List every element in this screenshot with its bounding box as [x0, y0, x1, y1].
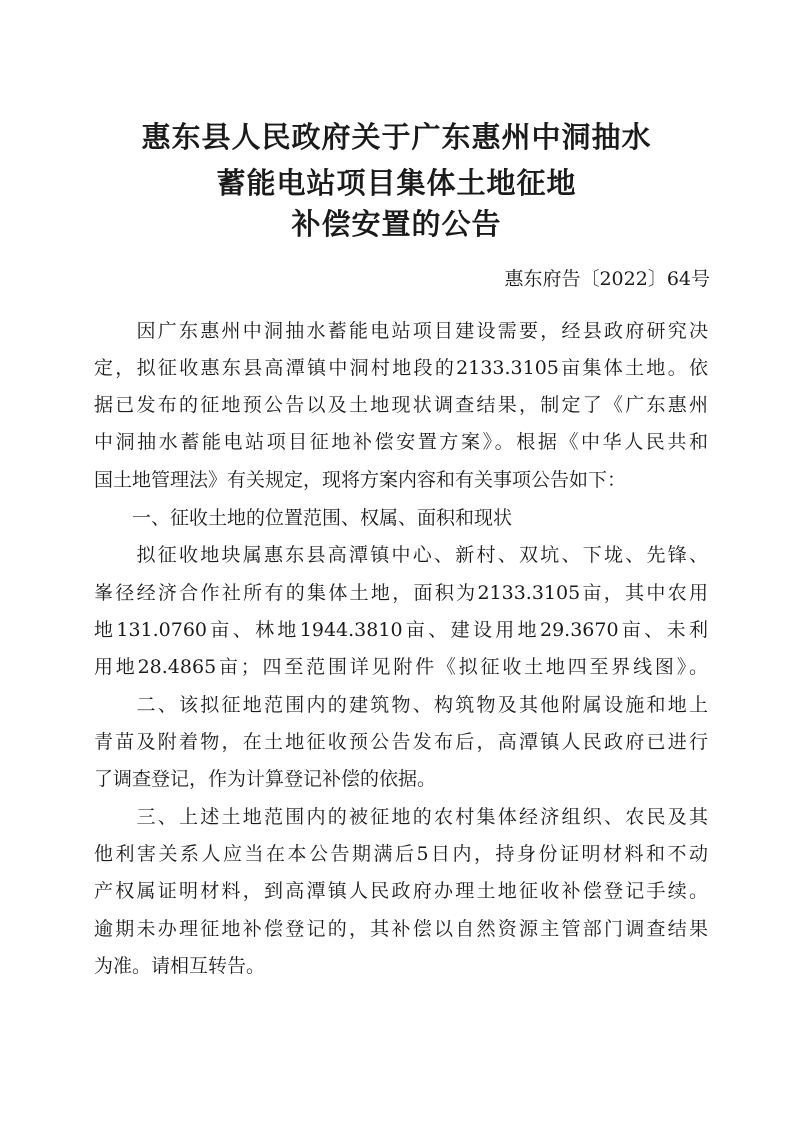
section-heading: 一、征收土地的位置范围、权属、面积和现状 [94, 507, 513, 529]
body-line: 三、上述土地范围内的被征地的农村集体经济组织、农民及其 [94, 806, 708, 828]
document-number: 惠东府告〔2022〕64号 [504, 268, 710, 290]
body-line: 用地28.4865亩；四至范围详见附件《拟征收土地四至界线图》。 [94, 656, 708, 678]
document-title-line-2: 蓄能电站项目集体土地征地 [216, 166, 577, 200]
body-line: 国土地管理法》有关规定，现将方案内容和有关事项公告如下： [94, 469, 627, 491]
document-title-line-1: 惠东县人民政府关于广东惠州中洞抽水 [141, 120, 652, 154]
body-line: 了调查登记，作为计算登记补偿的依据。 [94, 768, 437, 790]
body-line: 中洞抽水蓄能电站项目征地补偿安置方案》。根据《中华人民共和 [94, 431, 708, 453]
body-line: 产权属证明材料，到高潭镇人民政府办理土地征收补偿登记手续。 [94, 880, 708, 902]
body-line: 二、该拟征地范围内的建筑物、构筑物及其他附属设施和地上 [94, 694, 708, 716]
body-line: 青苗及附着物，在土地征收预公告发布后，高潭镇人民政府已进行 [94, 731, 708, 753]
body-line: 他利害关系人应当在本公告期满后5日内，持身份证明材料和不动 [94, 843, 708, 865]
body-line: 定，拟征收惠东县高潭镇中洞村地段的2133.3105亩集体土地。依 [94, 357, 708, 379]
body-line: 据已发布的征地预公告以及土地现状调查结果，制定了《广东惠州 [94, 394, 708, 416]
body-line: 逾期未办理征地补偿登记的，其补偿以自然资源主管部门调查结果 [94, 918, 708, 940]
body-line: 拟征收地块属惠东县高潭镇中心、新村、双坑、下垅、先锋、 [94, 544, 708, 566]
body-line: 峯径经济合作社所有的集体土地，面积为2133.3105亩，其中农用 [94, 582, 708, 604]
document-title-line-3: 补偿安置的公告 [291, 207, 502, 241]
body-line: 因广东惠州中洞抽水蓄能电站项目建设需要，经县政府研究决 [94, 320, 708, 342]
body-line: 为准。请相互转告。 [94, 955, 266, 977]
body-line: 地131.0760亩、林地1944.3810亩、建设用地29.3670亩、未利 [94, 619, 708, 641]
